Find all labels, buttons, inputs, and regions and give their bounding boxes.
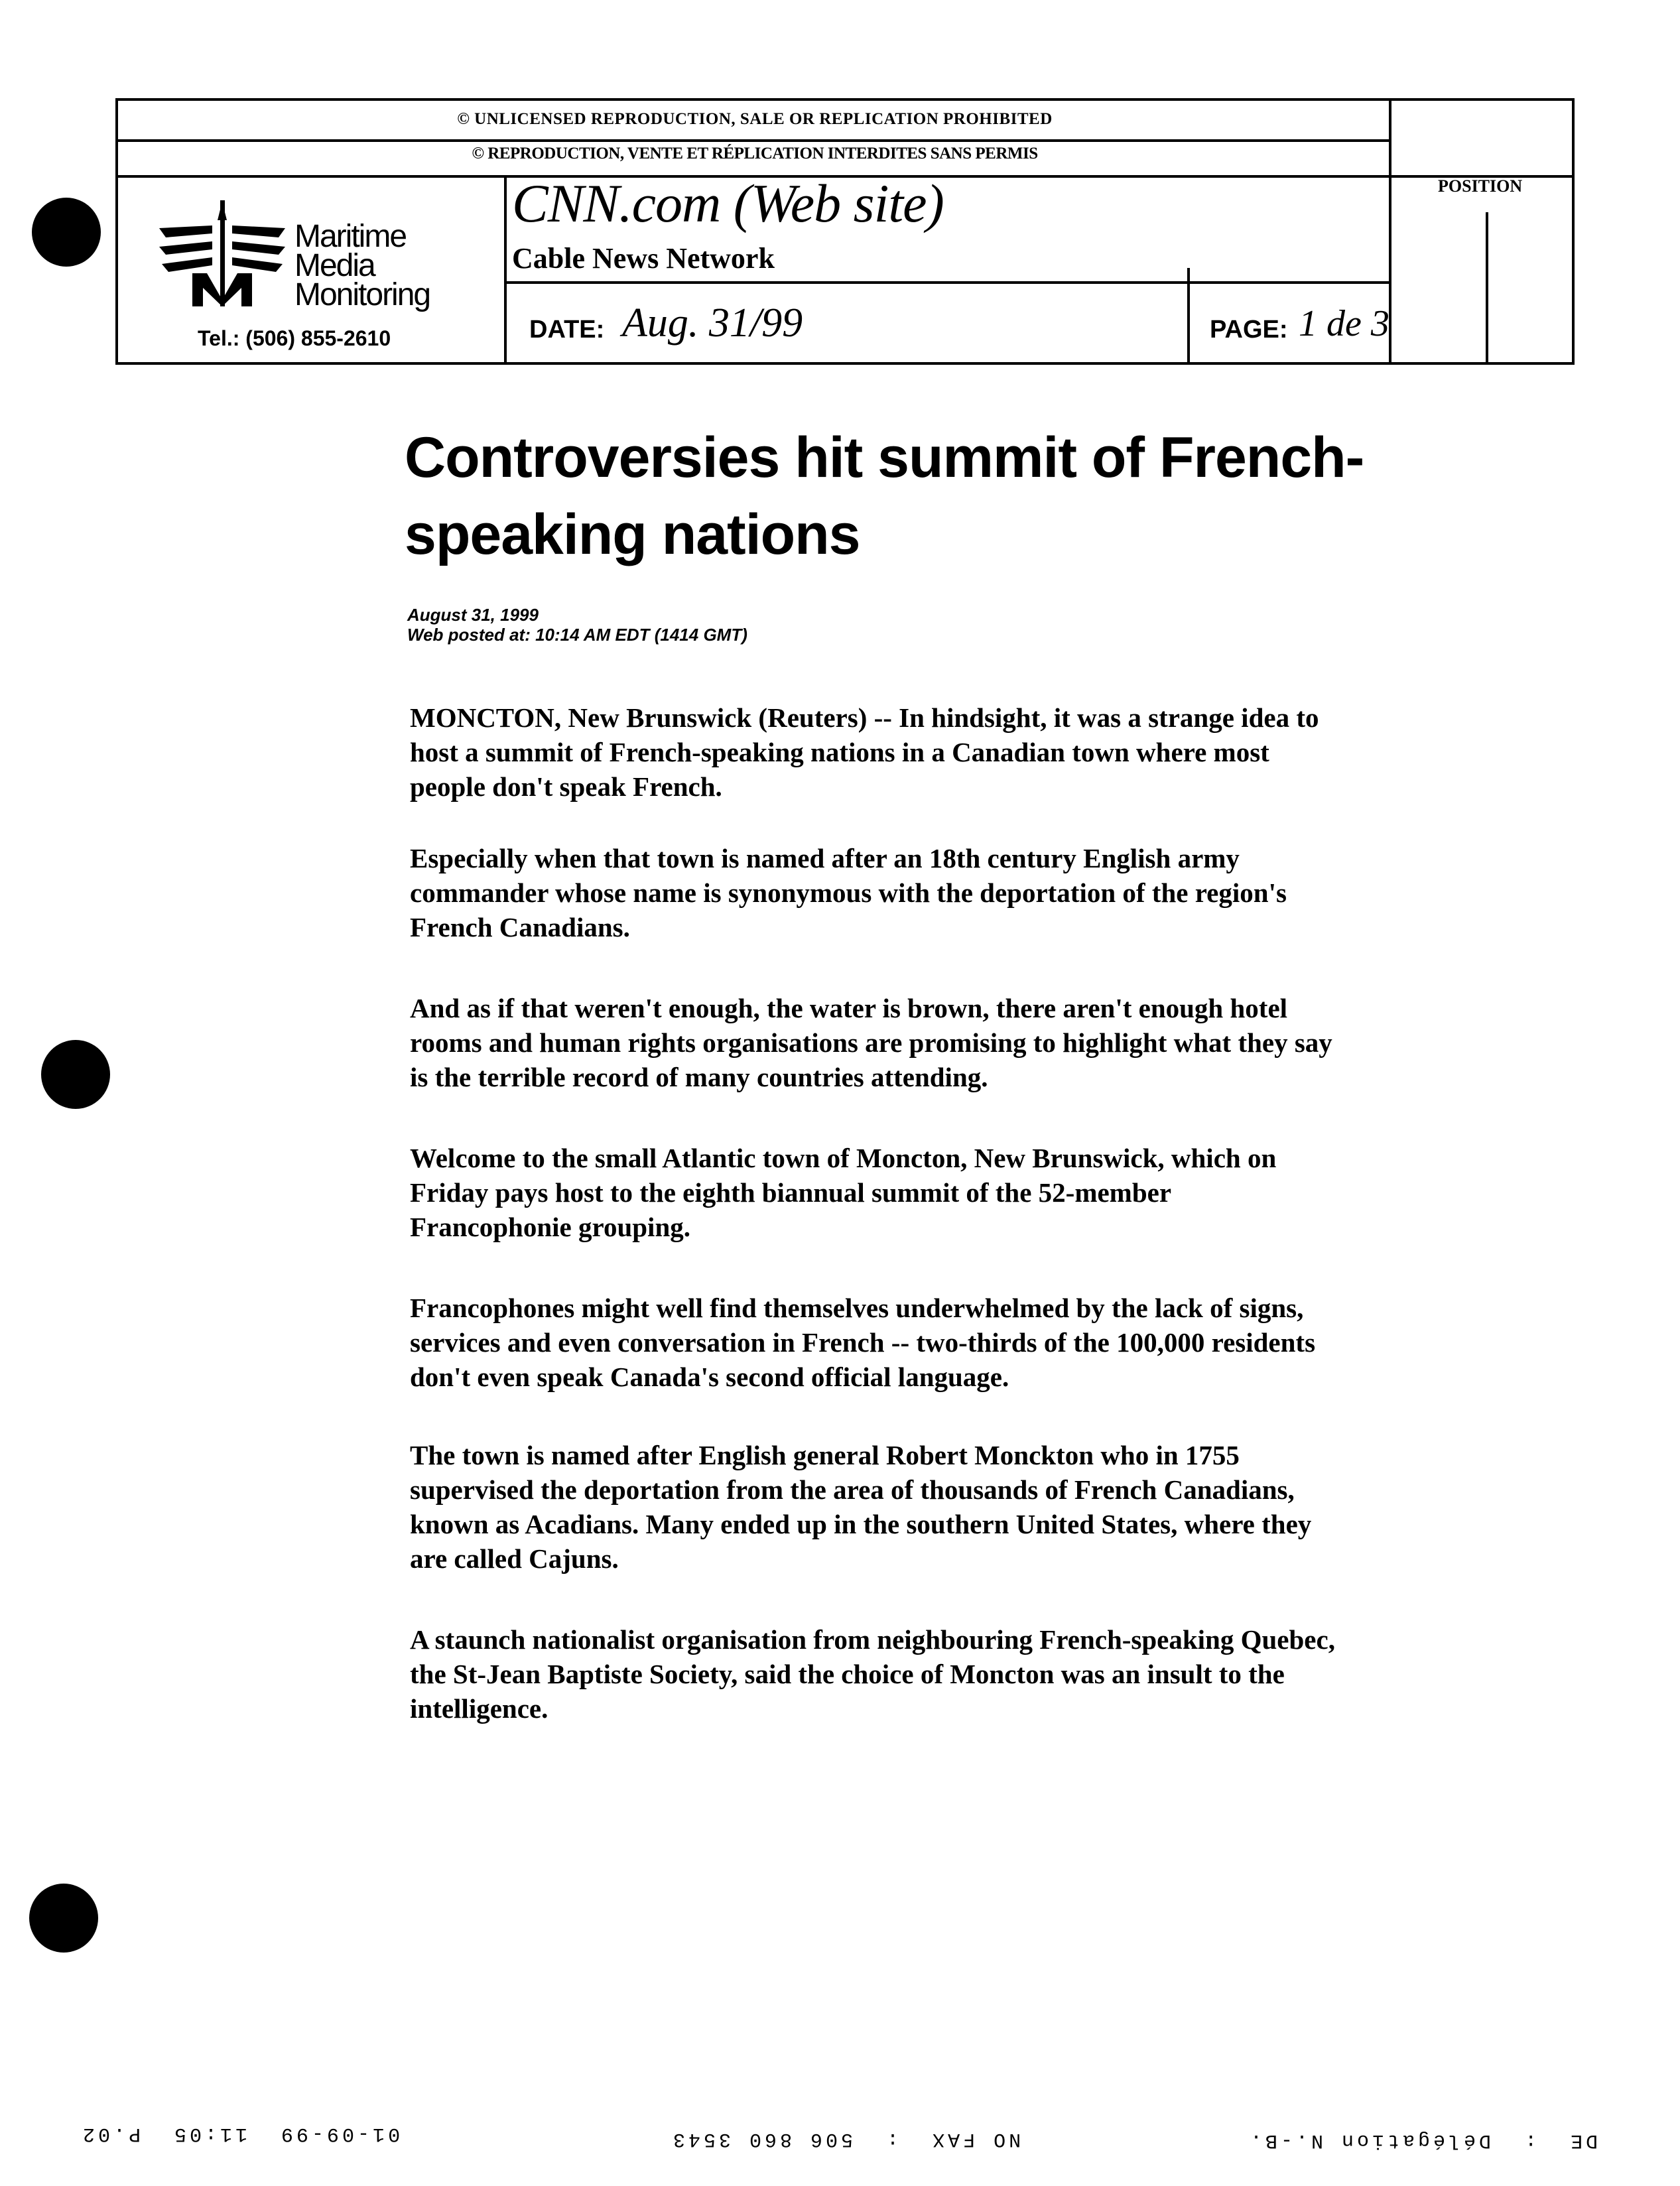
- logo-line-2: Media: [294, 248, 375, 283]
- position-label: POSITION: [1438, 176, 1523, 196]
- article-paragraph: And as if that weren't enough, the water is brown, there aren't enough hotel rooms and human rights organisations are promising to highlight what they say is the terrible record of many countries attending.: [410, 993, 1332, 1092]
- article-paragraph: Francophones might well find themselves underwhelmed by the lack of signs, services and even conversation in French -- two-thirds of the 100,000 residents don't even speak Canada's second official language.: [410, 1293, 1316, 1392]
- binder-hole-bottom: [29, 1884, 98, 1953]
- form-rule: [1187, 268, 1190, 362]
- logo-line-1: Maritime: [294, 219, 407, 254]
- maritime-media-monitoring-logo: [159, 200, 464, 320]
- article-posted-time: Web posted at: 10:14 AM EDT (1414 GMT): [407, 625, 747, 645]
- form-rule: [118, 139, 1391, 142]
- form-rule: [507, 281, 1389, 284]
- article-paragraph: Welcome to the small Atlantic town of Moncton, New Brunswick, which on Friday pays host to the eighth biannual summit of the 52-member Francophonie grouping.: [410, 1143, 1277, 1242]
- publication-name: CNN.com (Web site): [512, 173, 944, 233]
- date-value: Aug. 31/99: [622, 300, 803, 346]
- article-paragraph: A staunch nationalist organisation from neighbouring French-speaking Quebec, the St-Jean Baptiste Society, said the choice of Moncton was an insult to the intelligence.: [410, 1624, 1335, 1724]
- clipping-header-form: [115, 98, 1575, 365]
- date-label: DATE:: [529, 316, 605, 344]
- article-paragraph: The town is named after English general Robert Monckton who in 1755 supervised the deportation from the area of thousands of French Canadians, known as Acadians. Many ended up in the southern United States, where they are called Cajuns.: [410, 1440, 1312, 1574]
- page-value: 1 de 3: [1299, 303, 1389, 344]
- form-rule: [504, 175, 507, 362]
- article-dateline: [407, 605, 747, 645]
- binder-hole-middle: [41, 1040, 110, 1109]
- logo-mark-icon: [159, 200, 285, 306]
- article-paragraph: MONCTON, New Brunswick (Reuters) -- In hindsight, it was a strange idea to host a summit of French-speaking nations in a Canadian town where most people don't speak French.: [410, 702, 1319, 802]
- fax-footer-right: DE : Délégation N.-B.: [1247, 2129, 1598, 2152]
- form-rule: [1486, 212, 1488, 362]
- logo-line-3: Monitoring: [294, 277, 430, 312]
- logo-telephone: Tel.: (506) 855-2610: [198, 326, 391, 350]
- article-headline: Controversies hit summit of French-speaking nations: [405, 426, 1364, 566]
- fax-footer-center: NO FAX : 506 860 3543: [670, 2128, 1021, 2150]
- page-label: PAGE:: [1210, 316, 1288, 344]
- publisher-name: Cable News Network: [512, 242, 775, 275]
- fax-footer-left: 01-09-99 11:05 P.02: [80, 2122, 401, 2145]
- copyright-notice-fr: © REPRODUCTION, VENTE ET RÉPLICATION INTERDITES SANS PERMIS: [472, 145, 1038, 162]
- article-date: August 31, 1999: [407, 605, 539, 625]
- copyright-notice-en: © UNLICENSED REPRODUCTION, SALE OR REPLICATION PROHIBITED: [457, 110, 1053, 128]
- binder-hole-top: [32, 198, 101, 267]
- article-paragraph: Especially when that town is named after an 18th century English army commander whose name is synonymous with the deportation of the region's French Canadians.: [410, 843, 1287, 942]
